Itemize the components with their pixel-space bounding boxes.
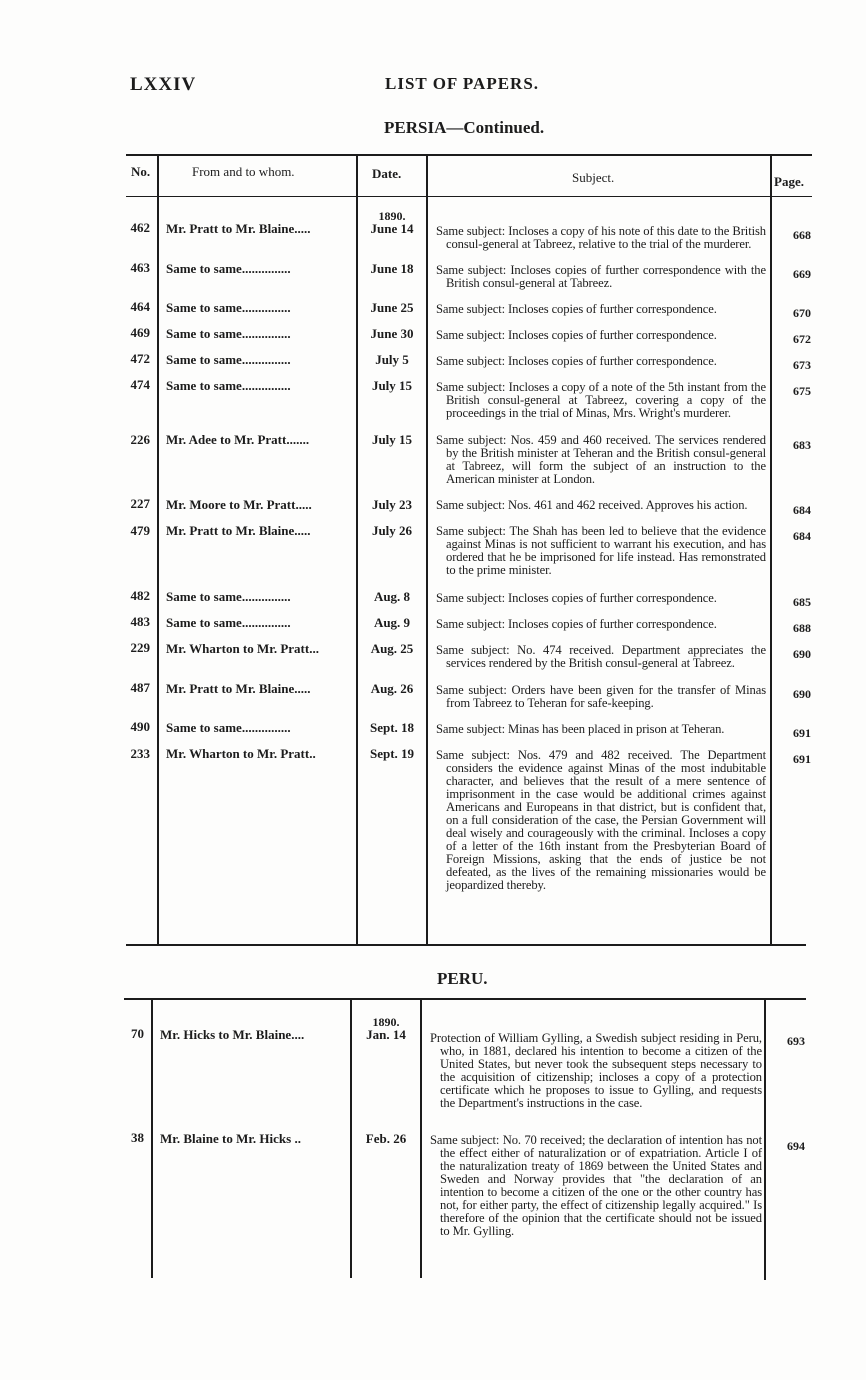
row-date: June 30 bbox=[370, 326, 414, 341]
row-correspondents: Mr. Pratt to Mr. Blaine..... bbox=[166, 523, 311, 538]
row-page: 672 bbox=[793, 332, 811, 346]
row-correspondents: Same to same............... bbox=[166, 352, 291, 367]
row-number: 464 bbox=[130, 299, 150, 314]
row-number: 233 bbox=[130, 746, 150, 761]
row-subject: Same subject: Incloses copies of further correspondence. bbox=[436, 354, 717, 368]
row-correspondents: Mr. Blaine to Mr. Hicks .. bbox=[160, 1131, 301, 1146]
row-page: 683 bbox=[793, 438, 811, 452]
column-rule bbox=[157, 154, 159, 944]
row-number: 227 bbox=[130, 496, 150, 511]
row-subject: Same subject: Incloses copies of further correspondence. bbox=[436, 328, 717, 342]
row-page: 684 bbox=[793, 529, 811, 543]
row-page: 673 bbox=[793, 358, 811, 372]
table-top-rule bbox=[126, 154, 812, 156]
row-number: 226 bbox=[130, 432, 150, 447]
row-page: 675 bbox=[793, 384, 811, 398]
row-correspondents: Same to same............... bbox=[166, 378, 291, 393]
header-bottom-rule bbox=[126, 196, 812, 197]
row-subject: Same subject: Orders have been given for the transfer of Minas from Tabreez to Teheran for safe-keeping. bbox=[436, 683, 766, 710]
row-page: 693 bbox=[787, 1034, 805, 1048]
row-date: July 5 bbox=[375, 352, 409, 367]
column-rule bbox=[350, 1000, 352, 1278]
row-subject: Same subject: Incloses copies of further correspondence. bbox=[436, 617, 717, 631]
row-date: Sept. 19 bbox=[369, 746, 415, 761]
row-date: Aug. 9 bbox=[373, 615, 411, 630]
row-date: Aug. 26 bbox=[370, 681, 414, 696]
row-correspondents: Mr. Pratt to Mr. Blaine..... bbox=[166, 681, 311, 696]
column-rule bbox=[356, 154, 358, 944]
row-date: June 18 bbox=[370, 261, 414, 276]
row-number: 472 bbox=[130, 351, 150, 366]
row-number: 469 bbox=[130, 325, 150, 340]
table-bottom-rule bbox=[126, 944, 806, 946]
row-correspondents: Mr. Wharton to Mr. Pratt.. bbox=[166, 746, 316, 761]
row-subject: Same subject: Incloses a copy of his note of this date to the British consul-general at Tabreez, relative to the trial of the murderer. bbox=[436, 224, 766, 251]
column-header-page: Page. bbox=[774, 174, 804, 189]
row-number: 462 bbox=[130, 220, 150, 235]
row-correspondents: Mr. Pratt to Mr. Blaine..... bbox=[166, 221, 311, 236]
row-page: 691 bbox=[793, 726, 811, 740]
row-correspondents: Mr. Hicks to Mr. Blaine.... bbox=[160, 1027, 305, 1042]
row-page: 691 bbox=[793, 752, 811, 766]
section-heading-persia: PERSIA—Continued. bbox=[384, 118, 545, 137]
row-number: 482 bbox=[130, 588, 150, 603]
row-date: July 23 bbox=[371, 497, 413, 512]
row-page: 685 bbox=[793, 595, 811, 609]
row-correspondents: Mr. Moore to Mr. Pratt..... bbox=[166, 497, 312, 512]
row-subject: Same subject: Nos. 461 and 462 received. Approves his action. bbox=[436, 498, 748, 512]
row-subject: Same subject: The Shah has been led to believe that the evidence against Minas is not sufficient to warrant his execution, and has ordered that he be imprisoned for life instead. Has remonstrated to the prime minister. bbox=[436, 524, 766, 577]
column-rule bbox=[151, 1000, 153, 1278]
row-page: 668 bbox=[793, 228, 811, 242]
row-correspondents: Mr. Adee to Mr. Pratt....... bbox=[166, 432, 310, 447]
row-number: 38 bbox=[131, 1130, 144, 1145]
row-page: 669 bbox=[793, 267, 811, 281]
row-number: 479 bbox=[130, 523, 150, 538]
row-date: Feb. 26 bbox=[365, 1131, 407, 1146]
column-rule bbox=[764, 1000, 766, 1280]
row-subject: Same subject: No. 474 received. Department appreciates the services rendered by the British consul-general at Tabreez. bbox=[436, 643, 766, 670]
row-page: 694 bbox=[787, 1139, 805, 1153]
row-date: Aug. 25 bbox=[370, 641, 414, 656]
row-subject: Same subject: Incloses copies of further correspondence. bbox=[436, 302, 717, 316]
row-correspondents: Same to same............... bbox=[166, 615, 291, 630]
row-number: 483 bbox=[130, 614, 150, 629]
row-page: 690 bbox=[793, 647, 811, 661]
column-header-date: Date. bbox=[372, 166, 402, 181]
row-correspondents: Same to same............... bbox=[166, 261, 291, 276]
row-correspondents: Mr. Wharton to Mr. Pratt... bbox=[166, 641, 319, 656]
row-number: 474 bbox=[130, 377, 150, 392]
column-rule bbox=[420, 1000, 422, 1278]
row-subject: Same subject: No. 70 received; the declaration of intention has not the effect either of naturalization or of expatriation. Article I of the naturalization treaty of 1869 between the United States and Sweden and Norway provides that "the declaration of an intention to become a citizen of the one or the other country has not, for either party, the effect of citizenship legally acquired." Is therefore of the opinion that the certificate should not be issued to Mr. Gylling. bbox=[430, 1133, 762, 1238]
row-date: July 15 bbox=[371, 432, 413, 447]
row-number: 487 bbox=[130, 680, 150, 695]
row-correspondents: Same to same............... bbox=[166, 720, 291, 735]
column-header-from: From and to whom. bbox=[192, 164, 295, 179]
row-subject: Protection of William Gylling, a Swedish subject residing in Peru, who, in 1881, declared his intention to become a citizen of the United States, but never took the subsequent steps necessary to the acquisition of citizenship; incloses a copy of a protection certificate which he proposes to issue to Gylling, and requests the Department's instructions in the case. bbox=[430, 1031, 762, 1110]
row-subject: Same subject: Incloses copies of further correspondence with the British consul-general at Tabreez. bbox=[436, 263, 766, 290]
row-number: 70 bbox=[131, 1026, 144, 1041]
row-correspondents: Same to same............... bbox=[166, 300, 291, 315]
row-date: July 26 bbox=[371, 523, 413, 538]
row-subject: Same subject: Incloses a copy of a note of the 5th instant from the British consul-general at Tabreez, covering a copy of the proceedings in the trial of Minas, Mrs. Wright's murderer. bbox=[436, 380, 766, 420]
year-label: 1890. bbox=[372, 1015, 400, 1029]
section-heading-peru: PERU. bbox=[437, 969, 488, 988]
row-subject: Same subject: Incloses copies of further correspondence. bbox=[436, 591, 717, 605]
page-title: LIST OF PAPERS. bbox=[385, 74, 540, 93]
row-subject: Same subject: Nos. 459 and 460 received. The services rendered by the British minister at Teheran and the British consul-general at Tabreez, will form the subject of an instruction to the American minister at London. bbox=[436, 433, 766, 486]
column-header-subject: Subject. bbox=[572, 170, 615, 185]
table-top-rule bbox=[124, 998, 806, 1000]
row-number: 490 bbox=[130, 719, 150, 734]
row-date: Aug. 8 bbox=[373, 589, 411, 604]
row-number: 229 bbox=[130, 640, 150, 655]
row-number: 463 bbox=[130, 260, 150, 275]
row-date: June 14 bbox=[370, 221, 414, 236]
row-correspondents: Same to same............... bbox=[166, 589, 291, 604]
row-date: June 25 bbox=[370, 300, 414, 315]
row-date: Jan. 14 bbox=[366, 1027, 406, 1042]
row-subject: Same subject: Nos. 479 and 482 received. The Department considers the evidence against Minas of the most indubitable character, and believes that the result of a mere sentence of imprisonment in the case would be additional crimes against Americans and Europeans in that district, but is confident that, on a full consideration of the case, the Persian Government will deal wisely and courageously with the criminal. Incloses a copy of a letter of the 16th instant from the Presbyterian Board of Foreign Missions, asking that the ends of justice be not defeated, as the lives of the remaining missionaries would be jeopardized thereby. bbox=[436, 748, 766, 892]
row-date: Sept. 18 bbox=[369, 720, 415, 735]
column-header-no: No. bbox=[131, 164, 151, 179]
column-rule bbox=[426, 154, 428, 944]
row-page: 690 bbox=[793, 687, 811, 701]
row-subject: Same subject: Minas has been placed in prison at Teheran. bbox=[436, 722, 725, 736]
year-label: 1890. bbox=[378, 209, 406, 223]
row-page: 670 bbox=[793, 306, 811, 320]
row-correspondents: Same to same............... bbox=[166, 326, 291, 341]
column-rule bbox=[770, 154, 772, 944]
page-number: LXXIV bbox=[130, 74, 197, 95]
row-date: July 15 bbox=[371, 378, 413, 393]
row-page: 684 bbox=[793, 503, 811, 517]
row-page: 688 bbox=[793, 621, 811, 635]
